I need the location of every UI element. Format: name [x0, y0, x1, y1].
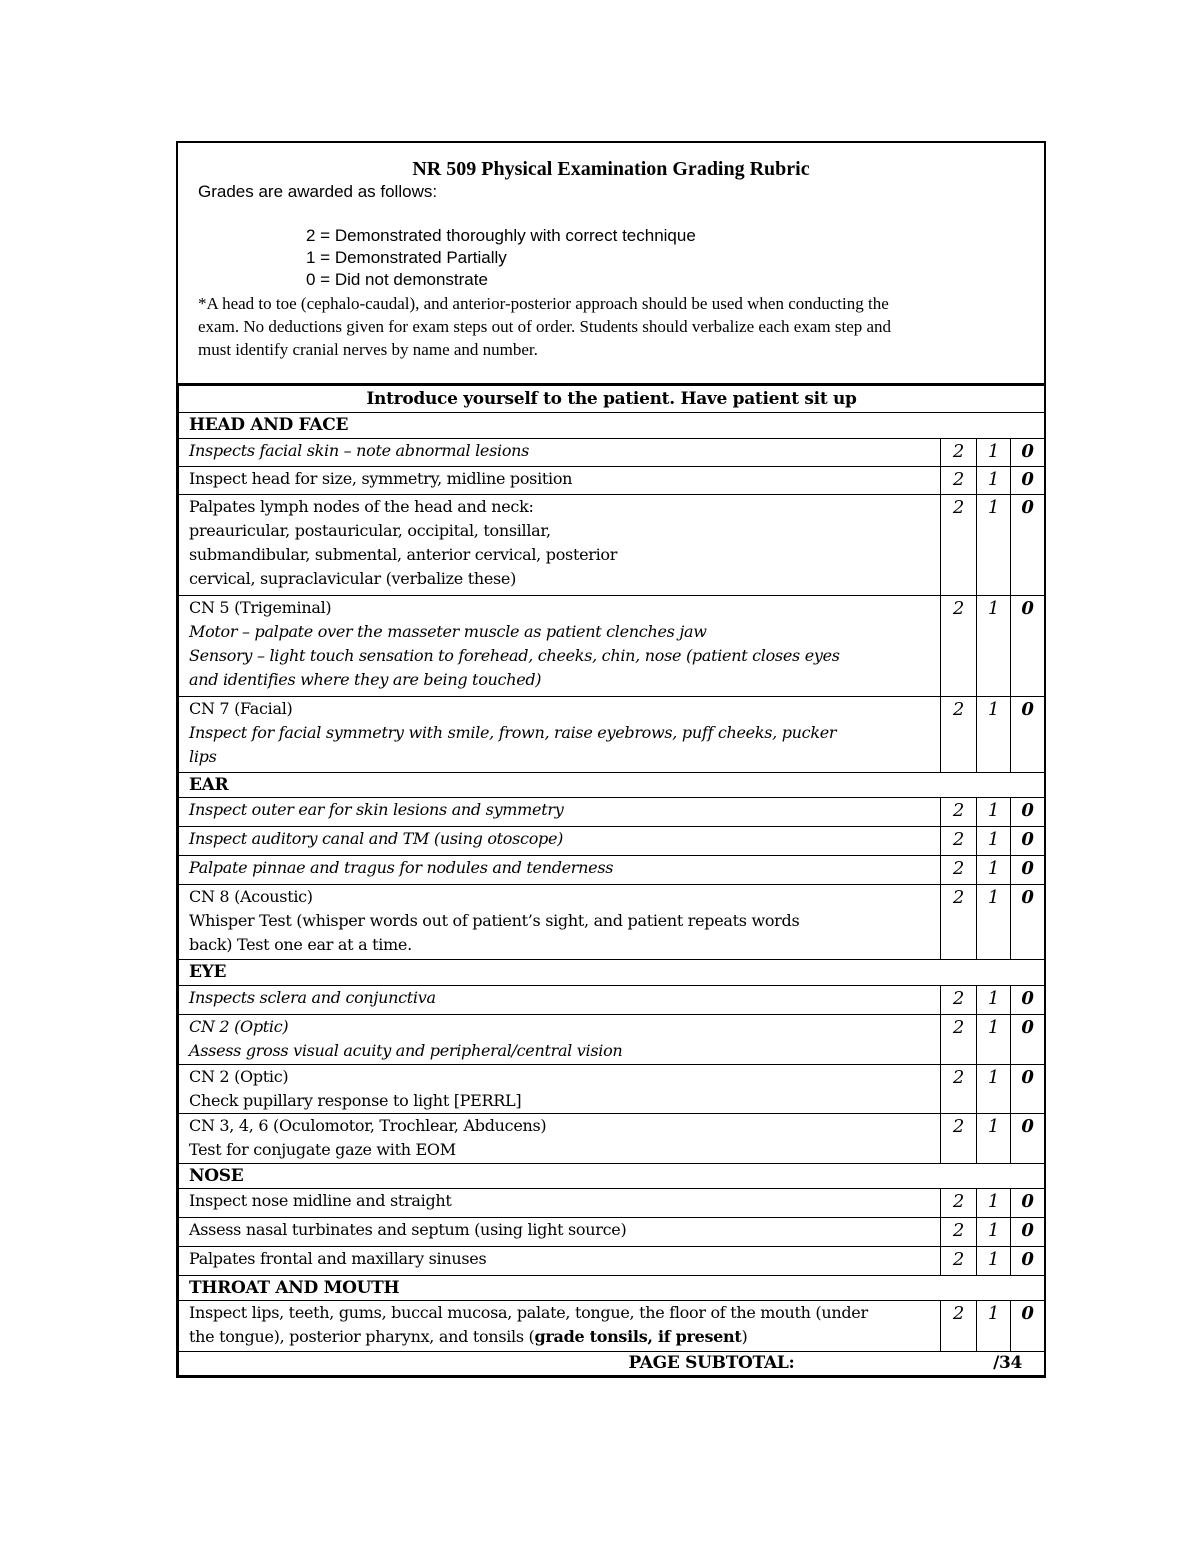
grade-two-cell[interactable]: 2 — [941, 439, 977, 467]
grade-one-cell[interactable]: 1 — [977, 798, 1011, 827]
grade-one-cell[interactable]: 1 — [977, 1218, 1011, 1247]
grade-zero-cell[interactable]: 0 — [1011, 798, 1045, 827]
criterion-row — [179, 467, 1045, 495]
criterion-line — [189, 1301, 940, 1325]
section-title: HEAD AND FACE — [179, 413, 1045, 439]
note-line: exam. No deductions given for exam steps out of order. Students should verbalize each exam step and — [198, 317, 892, 336]
criterion-text — [179, 856, 941, 885]
criterion-text — [179, 467, 941, 495]
criterion-line-text: Whisper Test (whisper words out of patient’s sight, and patient repeats words — [189, 911, 800, 930]
grade-one-cell[interactable]: 1 — [977, 1301, 1011, 1352]
approach-note — [198, 292, 1024, 361]
criterion-line — [189, 596, 940, 620]
criterion-line-text: Palpates frontal and maxillary sinuses — [189, 1249, 487, 1268]
subtotal-label: PAGE SUBTOTAL: — [179, 1352, 941, 1376]
grade-one-cell[interactable]: 1 — [977, 1114, 1011, 1164]
criterion-line-text: Inspect outer ear for skin lesions and symmetry — [189, 800, 564, 819]
criterion-line — [189, 467, 940, 491]
criterion-line-text: Palpate pinnae and tragus for nodules and tenderness — [189, 858, 614, 877]
section-title: EAR — [179, 773, 1045, 798]
criterion-line — [189, 1089, 940, 1113]
criterion-line-text: Assess gross visual acuity and peripheral/central vision — [189, 1041, 623, 1060]
grade-one-cell[interactable]: 1 — [977, 1189, 1011, 1218]
grade-two-cell[interactable]: 2 — [941, 1189, 977, 1218]
criterion-line-text: back) Test one ear at a time. — [189, 935, 412, 954]
note-line: *A head to toe (cephalo-caudal), and anterior-posterior approach should be used when conducting the — [198, 294, 889, 313]
criterion-line-text: Palpates lymph nodes of the head and neck: — [189, 497, 534, 516]
criterion-line — [189, 745, 940, 769]
grade-zero-cell[interactable]: 0 — [1011, 885, 1045, 960]
criterion-line — [189, 721, 940, 745]
grade-two-cell[interactable]: 2 — [941, 856, 977, 885]
criterion-row — [179, 596, 1045, 697]
criterion-line-tail: ) — [741, 1327, 748, 1346]
grading-rubric-document — [176, 141, 1046, 1378]
grade-one-cell[interactable]: 1 — [977, 495, 1011, 596]
intro-band — [179, 386, 1045, 413]
subtotal-row — [179, 1352, 1045, 1376]
grade-two-cell[interactable]: 2 — [941, 1065, 977, 1114]
criterion-line — [189, 1189, 940, 1213]
criterion-line-text: the tongue), posterior pharynx, and tonsils ( — [189, 1327, 535, 1346]
page-title: NR 509 Physical Examination Grading Rubric — [412, 158, 810, 180]
grade-scale-2: 2 = Demonstrated thoroughly with correct technique — [306, 226, 696, 245]
criterion-text — [179, 798, 941, 827]
criterion-line — [189, 519, 940, 543]
grade-scale-0: 0 = Did not demonstrate — [306, 270, 488, 289]
criterion-line-text: CN 2 (Optic) — [189, 1017, 289, 1036]
criterion-row — [179, 1065, 1045, 1114]
grade-one-cell[interactable]: 1 — [977, 986, 1011, 1015]
criterion-text — [179, 495, 941, 596]
section-title: EYE — [179, 960, 1045, 986]
note-line: must identify cranial nerves by name and number. — [198, 340, 538, 359]
grade-one-cell[interactable]: 1 — [977, 827, 1011, 856]
grade-one-cell[interactable]: 1 — [977, 467, 1011, 495]
criterion-text — [179, 439, 941, 467]
criterion-line — [189, 567, 940, 591]
criterion-line — [189, 798, 940, 822]
criterion-row — [179, 798, 1045, 827]
criterion-line-text: Sensory – light touch sensation to forehead, cheeks, chin, nose (patient closes eyes — [189, 646, 840, 665]
grade-one-cell[interactable]: 1 — [977, 1015, 1011, 1065]
section-title: NOSE — [179, 1164, 1045, 1189]
criterion-line-text: CN 3, 4, 6 (Oculomotor, Trochlear, Abducens) — [189, 1116, 547, 1135]
criterion-emphasis: grade tonsils, if present — [534, 1327, 742, 1346]
rubric-header — [178, 143, 1044, 385]
criterion-line — [189, 543, 940, 567]
criterion-row — [179, 1301, 1045, 1352]
criterion-row — [179, 697, 1045, 773]
criterion-row — [179, 856, 1045, 885]
criterion-text — [179, 1301, 941, 1352]
subtotal-value: /34 — [941, 1352, 1045, 1376]
grade-one-cell[interactable]: 1 — [977, 1065, 1011, 1114]
criterion-line — [189, 439, 940, 463]
intro-band-row — [179, 386, 1045, 413]
criterion-text — [179, 1015, 941, 1065]
criterion-line — [189, 1247, 940, 1271]
criterion-line-text: Inspect nose midline and straight — [189, 1191, 452, 1210]
grade-scale-1: 1 = Demonstrated Partially — [306, 248, 507, 267]
grade-one-cell[interactable]: 1 — [977, 697, 1011, 773]
criterion-line — [189, 1039, 940, 1063]
criterion-line — [189, 1015, 940, 1039]
criterion-row — [179, 1189, 1045, 1218]
grade-two-cell[interactable]: 2 — [941, 1247, 977, 1276]
grade-two-cell[interactable]: 2 — [941, 697, 977, 773]
grade-two-cell[interactable]: 2 — [941, 495, 977, 596]
rubric-table — [178, 385, 1045, 1376]
criterion-line-text: Inspects facial skin – note abnormal lesions — [189, 441, 530, 460]
grade-scale — [198, 225, 1024, 291]
criterion-line-text: Check pupillary response to light [PERRL] — [189, 1091, 522, 1110]
criterion-line-text: cervical, supraclavicular (verbalize these) — [189, 569, 517, 588]
criterion-line-text: submandibular, submental, anterior cervical, posterior — [189, 545, 618, 564]
criterion-line — [189, 668, 940, 692]
criterion-line — [189, 620, 940, 644]
criterion-line-text: and identifies where they are being touched) — [189, 670, 542, 689]
grade-zero-cell[interactable]: 0 — [1011, 467, 1045, 495]
section-row — [179, 960, 1045, 986]
criterion-line — [189, 933, 940, 957]
criterion-row — [179, 1218, 1045, 1247]
criterion-line-text: Motor – palpate over the masseter muscle as patient clenches jaw — [189, 622, 707, 641]
criterion-row — [179, 1114, 1045, 1164]
criterion-line-text: Assess nasal turbinates and septum (using light source) — [189, 1220, 627, 1239]
section-title: THROAT AND MOUTH — [179, 1276, 1045, 1301]
grade-one-cell[interactable]: 1 — [977, 596, 1011, 697]
grade-zero-cell[interactable]: 0 — [1011, 1218, 1045, 1247]
criterion-row — [179, 439, 1045, 467]
section-row — [179, 1164, 1045, 1189]
grade-zero-cell[interactable]: 0 — [1011, 1015, 1045, 1065]
grade-zero-cell[interactable]: 0 — [1011, 596, 1045, 697]
criterion-text — [179, 827, 941, 856]
grade-zero-cell[interactable]: 0 — [1011, 439, 1045, 467]
criterion-line — [189, 697, 940, 721]
grade-one-cell[interactable]: 1 — [977, 885, 1011, 960]
criterion-row — [179, 1247, 1045, 1276]
criterion-line — [189, 909, 940, 933]
criterion-line-text: CN 2 (Optic) — [189, 1067, 289, 1086]
grade-zero-cell[interactable]: 0 — [1011, 1065, 1045, 1114]
criterion-line — [189, 827, 940, 851]
section-row — [179, 413, 1045, 439]
grade-zero-cell[interactable]: 0 — [1011, 856, 1045, 885]
criterion-text — [179, 1218, 941, 1247]
criterion-line-text: Inspect lips, teeth, gums, buccal mucosa, palate, tongue, the floor of the mouth (under — [189, 1303, 868, 1322]
criterion-line-text: Inspects sclera and conjunctiva — [189, 988, 436, 1007]
criterion-text — [179, 697, 941, 773]
grades-intro: Grades are awarded as follows: — [198, 182, 438, 201]
grade-two-cell[interactable]: 2 — [941, 798, 977, 827]
grade-zero-cell[interactable]: 0 — [1011, 986, 1045, 1015]
criterion-line-text: Test for conjugate gaze with EOM — [189, 1140, 456, 1159]
criterion-row — [179, 495, 1045, 596]
criterion-text — [179, 1065, 941, 1114]
grade-zero-cell[interactable]: 0 — [1011, 1189, 1045, 1218]
section-row — [179, 1276, 1045, 1301]
grade-two-cell[interactable]: 2 — [941, 596, 977, 697]
criterion-line-text: CN 8 (Acoustic) — [189, 887, 313, 906]
criterion-line — [189, 1065, 940, 1089]
grade-zero-cell[interactable]: 0 — [1011, 495, 1045, 596]
grade-one-cell[interactable]: 1 — [977, 856, 1011, 885]
criterion-row — [179, 1015, 1045, 1065]
criterion-row — [179, 885, 1045, 960]
grade-two-cell[interactable]: 2 — [941, 1218, 977, 1247]
criterion-line — [189, 856, 940, 880]
criterion-line-text: CN 5 (Trigeminal) — [189, 598, 332, 617]
criterion-line — [189, 495, 940, 519]
criterion-line-text: Inspect for facial symmetry with smile, frown, raise eyebrows, puff cheeks, pucker — [189, 723, 837, 742]
criterion-line — [189, 1218, 940, 1242]
criterion-line — [189, 1138, 940, 1162]
grade-two-cell[interactable]: 2 — [941, 885, 977, 960]
criterion-line — [189, 885, 940, 909]
grade-zero-cell[interactable]: 0 — [1011, 827, 1045, 856]
grade-two-cell[interactable]: 2 — [941, 827, 977, 856]
criterion-line-text: lips — [189, 747, 217, 766]
grade-one-cell[interactable]: 1 — [977, 439, 1011, 467]
grade-two-cell[interactable]: 2 — [941, 1015, 977, 1065]
grade-two-cell[interactable]: 2 — [941, 1114, 977, 1164]
criterion-row — [179, 986, 1045, 1015]
criterion-row — [179, 827, 1045, 856]
grade-zero-cell[interactable]: 0 — [1011, 1114, 1045, 1164]
criterion-line-text: preauricular, postauricular, occipital, tonsillar, — [189, 521, 551, 540]
grade-zero-cell[interactable]: 0 — [1011, 1247, 1045, 1276]
criterion-line — [189, 1114, 940, 1138]
criterion-line-text: Inspect auditory canal and TM (using otoscope) — [189, 829, 564, 848]
criterion-line — [189, 644, 940, 668]
criterion-line-text: CN 7 (Facial) — [189, 699, 293, 718]
grade-two-cell[interactable]: 2 — [941, 1301, 977, 1352]
criterion-text — [179, 1247, 941, 1276]
criterion-line — [189, 1325, 940, 1349]
criterion-text — [179, 1114, 941, 1164]
criterion-text — [179, 885, 941, 960]
criterion-line-text: Inspect head for size, symmetry, midline position — [189, 469, 573, 488]
criterion-text — [179, 1189, 941, 1218]
intro-band-text: Introduce yourself to the patient. Have patient sit up — [366, 389, 857, 409]
grade-zero-cell[interactable]: 0 — [1011, 697, 1045, 773]
grade-two-cell[interactable]: 2 — [941, 467, 977, 495]
criterion-text — [179, 596, 941, 697]
criterion-text — [179, 986, 941, 1015]
section-row — [179, 773, 1045, 798]
grade-one-cell[interactable]: 1 — [977, 1247, 1011, 1276]
criterion-line — [189, 986, 940, 1010]
grade-two-cell[interactable]: 2 — [941, 986, 977, 1015]
grade-zero-cell[interactable]: 0 — [1011, 1301, 1045, 1352]
